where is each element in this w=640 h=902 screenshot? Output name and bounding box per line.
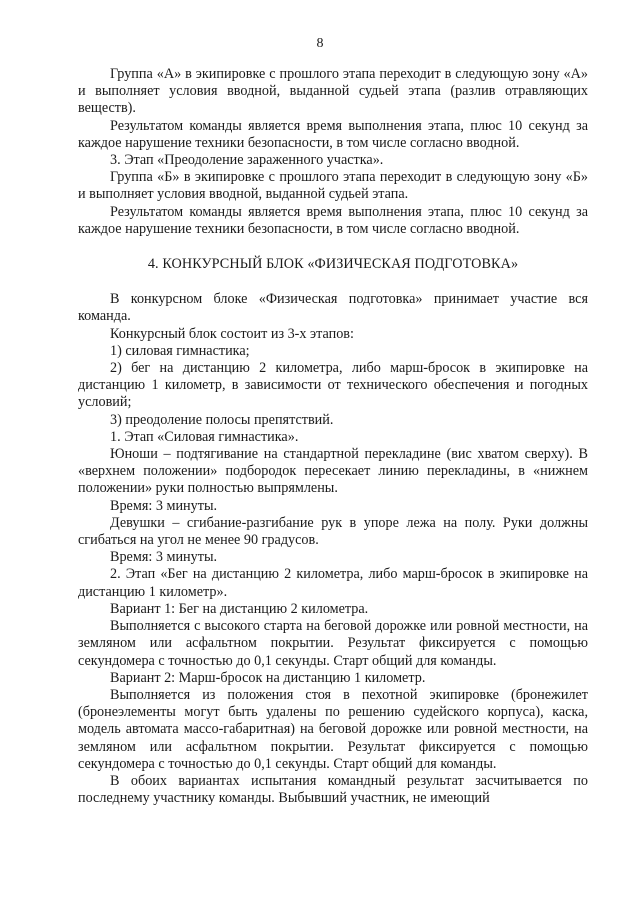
paragraph-boys-exercise: Юноши – подтягивание на стандартной перекладине (вис хватом сверху). В «верхнем положении» подбородок пересекает линию перекладины, в «нижнем положении» руки полностью выпрямлены. <box>78 446 588 497</box>
paragraph-group-b: Группа «Б» в экипировке с прошлого этапа переходит в следующую зону «Б» и выполняет условия вводной, выданной судьей этапа. <box>78 169 588 203</box>
paragraph-girls-time: Время: 3 минуты. <box>110 549 218 566</box>
list-item-stage-3: 3) преодоление полосы препятствий. <box>110 411 334 428</box>
paragraph-stage-2-title: 2. Этап «Бег на дистанцию 2 километра, либо марш-бросок в экипировке на дистанцию 1 километр». <box>78 566 588 600</box>
paragraph-girls-exercise: Девушки – сгибание-разгибание рук в упоре лежа на полу. Руки должны сгибаться на угол не менее 90 градусов. <box>78 514 588 549</box>
list-item-stage-2: 2) бег на дистанцию 2 километра, либо марш-бросок в экипировке на дистанцию 1 километр, в зависимости от технического обеспечения и погодных условий; <box>78 360 588 411</box>
paragraph-variant-1-desc: Выполняется с высокого старта на беговой дорожке или ровной местности, на земляном или асфальтном покрытии. Результат фиксируется с помощью секундомера с точностью до 0,1 секунды. Старт общий для команды. <box>78 618 588 669</box>
paragraph-result-stage-3: Результатом команды является время выполнения этапа, плюс 10 секунд за каждое нарушение техники безопасности, в том числе согласно вводной. <box>78 203 588 237</box>
document-body <box>78 66 588 807</box>
paragraph-team-result: В обоих вариантах испытания командный результат засчитывается по последнему участнику команды. Выбывший участник, не имеющий <box>78 772 588 807</box>
paragraph-variant-2-desc: Выполняется из положения стоя в пехотной экипировке (бронежилет (бронеэлементы могут быть удалены по решению судейского корпуса), каска, модель автомата массо-габаритная) на беговой дорожке или ровной местности, на земляном или асфальтном покрытии. Результат фиксируется с помощью секундомера с точностью до 0,1 секунды. Старт общий для команды. <box>78 686 588 772</box>
paragraph-group-a: Группа «А» в экипировке с прошлого этапа переходит в следующую зону «А» и выполняет условия вводной, выданной судьей этапа (разлив отравляющих веществ). <box>78 66 588 117</box>
list-item-stage-1: 1) силовая гимнастика; <box>110 342 250 359</box>
page-number: 8 <box>316 36 324 51</box>
paragraph-result-stage-2: Результатом команды является время выполнения этапа, плюс 10 секунд за каждое нарушение техники безопасности, в том числе согласно вводной. <box>78 117 588 151</box>
paragraph-boys-time: Время: 3 минуты. <box>110 497 218 514</box>
paragraph-variant-2-title: Вариант 2: Марш-бросок на дистанцию 1 километр. <box>110 669 426 686</box>
paragraph-variant-1-title: Вариант 1: Бег на дистанцию 2 километра. <box>110 600 369 617</box>
paragraph-stage-1-title: 1. Этап «Силовая гимнастика». <box>110 428 299 445</box>
paragraph-block-intro: В конкурсном блоке «Физическая подготовка» принимает участие вся команда. <box>78 291 588 325</box>
section-heading: 4. КОНКУРСНЫЙ БЛОК «ФИЗИЧЕСКАЯ ПОДГОТОВКА» <box>147 256 519 273</box>
paragraph-block-stages: Конкурсный блок состоит из 3-х этапов: <box>110 325 354 342</box>
paragraph-stage-3-title: 3. Этап «Преодоление зараженного участка». <box>110 152 384 169</box>
